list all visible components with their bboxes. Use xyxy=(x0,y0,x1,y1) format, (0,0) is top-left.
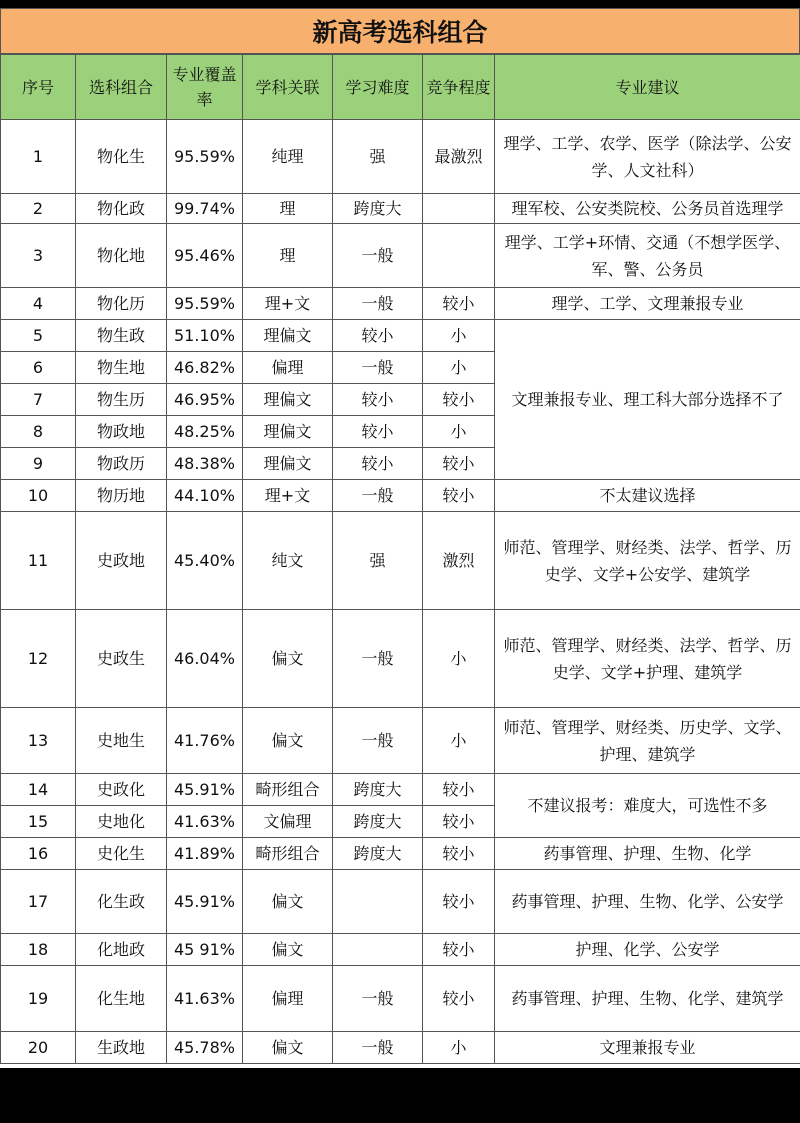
cell-coverage: 44.10% xyxy=(167,480,243,512)
cell-relation: 畸形组合 xyxy=(243,838,333,870)
header-row xyxy=(1,55,800,120)
cell-combination: 物政地 xyxy=(76,416,167,448)
cell-difficulty: 较小 xyxy=(333,448,423,480)
cell-difficulty: 一般 xyxy=(333,288,423,320)
cell-combination: 物化历 xyxy=(76,288,167,320)
cell-combination: 史化生 xyxy=(76,838,167,870)
cell-difficulty xyxy=(333,870,423,934)
cell-relation: 文偏理 xyxy=(243,806,333,838)
cell-difficulty xyxy=(333,934,423,966)
cell-relation: 理偏文 xyxy=(243,384,333,416)
cell-advice: 理学、工学、农学、医学（除法学、公安学、人文社科） xyxy=(495,120,800,194)
cell-relation: 理 xyxy=(243,224,333,288)
cell-relation: 理偏文 xyxy=(243,448,333,480)
cell-coverage: 46.82% xyxy=(167,352,243,384)
cell-number: 1 xyxy=(1,120,76,194)
cell-combination: 物化地 xyxy=(76,224,167,288)
cell-coverage: 45.91% xyxy=(167,774,243,806)
cell-combination: 物生政 xyxy=(76,320,167,352)
cell-number: 4 xyxy=(1,288,76,320)
cell-advice: 师范、管理学、财经类、历史学、文学、护理、建筑学 xyxy=(495,708,800,774)
cell-number: 14 xyxy=(1,774,76,806)
cell-relation: 纯理 xyxy=(243,120,333,194)
table-row xyxy=(1,224,800,288)
cell-advice: 理学、工学、文理兼报专业 xyxy=(495,288,800,320)
table-row xyxy=(1,194,800,224)
cell-advice: 药事管理、护理、生物、化学、公安学 xyxy=(495,870,800,934)
cell-relation: 偏文 xyxy=(243,708,333,774)
cell-competition: 较小 xyxy=(423,934,495,966)
cell-competition: 较小 xyxy=(423,774,495,806)
cell-competition: 最激烈 xyxy=(423,120,495,194)
cell-coverage: 95.46% xyxy=(167,224,243,288)
table-row xyxy=(1,934,800,966)
table-row xyxy=(1,120,800,194)
cell-competition: 小 xyxy=(423,708,495,774)
cell-coverage: 95.59% xyxy=(167,288,243,320)
cell-coverage: 41.63% xyxy=(167,966,243,1032)
cell-coverage: 51.10% xyxy=(167,320,243,352)
cell-competition: 较小 xyxy=(423,838,495,870)
cell-relation: 理偏文 xyxy=(243,320,333,352)
cell-competition: 较小 xyxy=(423,806,495,838)
header-difficulty: 学习难度 xyxy=(333,55,423,120)
cell-competition: 较小 xyxy=(423,480,495,512)
cell-number: 20 xyxy=(1,1032,76,1064)
cell-number: 17 xyxy=(1,870,76,934)
cell-combination: 化地政 xyxy=(76,934,167,966)
cell-relation: 偏文 xyxy=(243,934,333,966)
cell-relation: 理偏文 xyxy=(243,416,333,448)
cell-difficulty: 较小 xyxy=(333,416,423,448)
cell-combination: 物化政 xyxy=(76,194,167,224)
header-competition: 竞争程度 xyxy=(423,55,495,120)
subject-combination-table xyxy=(0,54,800,1064)
cell-combination: 史政生 xyxy=(76,610,167,708)
cell-advice: 理学、工学+环情、交通（不想学医学、军、警、公务员 xyxy=(495,224,800,288)
cell-number: 16 xyxy=(1,838,76,870)
cell-advice: 文理兼报专业 xyxy=(495,1032,800,1064)
cell-relation: 偏文 xyxy=(243,610,333,708)
cell-combination: 生政地 xyxy=(76,1032,167,1064)
cell-difficulty: 一般 xyxy=(333,480,423,512)
cell-difficulty: 跨度大 xyxy=(333,838,423,870)
table-row xyxy=(1,966,800,1032)
cell-competition: 较小 xyxy=(423,384,495,416)
cell-number: 13 xyxy=(1,708,76,774)
cell-difficulty: 较小 xyxy=(333,384,423,416)
cell-competition: 小 xyxy=(423,1032,495,1064)
cell-number: 8 xyxy=(1,416,76,448)
cell-advice: 药事管理、护理、生物、化学 xyxy=(495,838,800,870)
cell-competition xyxy=(423,224,495,288)
cell-competition: 较小 xyxy=(423,288,495,320)
cell-competition: 小 xyxy=(423,416,495,448)
cell-coverage: 45.40% xyxy=(167,512,243,610)
cell-coverage: 46.04% xyxy=(167,610,243,708)
cell-competition xyxy=(423,194,495,224)
cell-difficulty: 跨度大 xyxy=(333,774,423,806)
cell-number: 12 xyxy=(1,610,76,708)
cell-advice: 不建议报考：难度大，可选性不多 xyxy=(495,774,800,838)
cell-number: 5 xyxy=(1,320,76,352)
cell-combination: 物政历 xyxy=(76,448,167,480)
cell-advice: 护理、化学、公安学 xyxy=(495,934,800,966)
cell-difficulty: 较小 xyxy=(333,320,423,352)
cell-combination: 史地化 xyxy=(76,806,167,838)
header-relation: 学科关联 xyxy=(243,55,333,120)
cell-number: 9 xyxy=(1,448,76,480)
cell-number: 15 xyxy=(1,806,76,838)
cell-difficulty: 一般 xyxy=(333,224,423,288)
cell-coverage: 48.38% xyxy=(167,448,243,480)
header-number: 序号 xyxy=(1,55,76,120)
cell-difficulty: 一般 xyxy=(333,966,423,1032)
cell-relation: 畸形组合 xyxy=(243,774,333,806)
cell-advice: 不太建议选择 xyxy=(495,480,800,512)
cell-relation: 偏理 xyxy=(243,966,333,1032)
cell-competition: 较小 xyxy=(423,966,495,1032)
cell-combination: 史政地 xyxy=(76,512,167,610)
cell-difficulty: 强 xyxy=(333,120,423,194)
table-row xyxy=(1,480,800,512)
cell-number: 18 xyxy=(1,934,76,966)
cell-coverage: 48.25% xyxy=(167,416,243,448)
cell-number: 2 xyxy=(1,194,76,224)
cell-advice: 师范、管理学、财经类、法学、哲学、历史学、文学+护理、建筑学 xyxy=(495,610,800,708)
table-row xyxy=(1,512,800,610)
cell-relation: 偏理 xyxy=(243,352,333,384)
cell-number: 3 xyxy=(1,224,76,288)
cell-competition: 激烈 xyxy=(423,512,495,610)
cell-combination: 史地生 xyxy=(76,708,167,774)
page-title: 新高考选科组合 xyxy=(0,8,800,54)
cell-difficulty: 一般 xyxy=(333,610,423,708)
cell-relation: 偏文 xyxy=(243,870,333,934)
cell-coverage: 41.63% xyxy=(167,806,243,838)
cell-relation: 理 xyxy=(243,194,333,224)
cell-combination: 物生地 xyxy=(76,352,167,384)
cell-competition: 小 xyxy=(423,352,495,384)
cell-number: 10 xyxy=(1,480,76,512)
cell-coverage: 95.59% xyxy=(167,120,243,194)
header-combination: 选科组合 xyxy=(76,55,167,120)
cell-difficulty: 一般 xyxy=(333,708,423,774)
cell-combination: 物生历 xyxy=(76,384,167,416)
cell-combination: 物化生 xyxy=(76,120,167,194)
cell-relation: 偏文 xyxy=(243,1032,333,1064)
cell-number: 6 xyxy=(1,352,76,384)
cell-advice: 理军校、公安类院校、公务员首选理学 xyxy=(495,194,800,224)
cell-coverage: 99.74% xyxy=(167,194,243,224)
cell-combination: 史政化 xyxy=(76,774,167,806)
cell-advice: 师范、管理学、财经类、法学、哲学、历史学、文学+公安学、建筑学 xyxy=(495,512,800,610)
table-row xyxy=(1,288,800,320)
cell-coverage: 45 91% xyxy=(167,934,243,966)
cell-competition: 小 xyxy=(423,610,495,708)
cell-number: 7 xyxy=(1,384,76,416)
table-row xyxy=(1,320,800,352)
cell-number: 19 xyxy=(1,966,76,1032)
header-coverage: 专业覆盖率 xyxy=(167,55,243,120)
table-row xyxy=(1,838,800,870)
header-advice: 专业建议 xyxy=(495,55,800,120)
cell-difficulty: 跨度大 xyxy=(333,806,423,838)
cell-coverage: 45.78% xyxy=(167,1032,243,1064)
cell-difficulty: 跨度大 xyxy=(333,194,423,224)
cell-coverage: 41.89% xyxy=(167,838,243,870)
table-row xyxy=(1,774,800,806)
cell-difficulty: 一般 xyxy=(333,1032,423,1064)
cell-coverage: 41.76% xyxy=(167,708,243,774)
cell-relation: 理+文 xyxy=(243,288,333,320)
cell-difficulty: 一般 xyxy=(333,352,423,384)
table-row xyxy=(1,1032,800,1064)
table-row xyxy=(1,610,800,708)
cell-difficulty: 强 xyxy=(333,512,423,610)
cell-competition: 小 xyxy=(423,320,495,352)
cell-coverage: 46.95% xyxy=(167,384,243,416)
cell-combination: 物历地 xyxy=(76,480,167,512)
cell-competition: 较小 xyxy=(423,870,495,934)
cell-number: 11 xyxy=(1,512,76,610)
cell-coverage: 45.91% xyxy=(167,870,243,934)
cell-relation: 理+文 xyxy=(243,480,333,512)
cell-relation: 纯文 xyxy=(243,512,333,610)
cell-combination: 化生地 xyxy=(76,966,167,1032)
cell-advice: 药事管理、护理、生物、化学、建筑学 xyxy=(495,966,800,1032)
cell-competition: 较小 xyxy=(423,448,495,480)
table-row xyxy=(1,708,800,774)
table-row xyxy=(1,870,800,934)
cell-combination: 化生政 xyxy=(76,870,167,934)
cell-advice: 文理兼报专业、理工科大部分选择不了 xyxy=(495,320,800,480)
